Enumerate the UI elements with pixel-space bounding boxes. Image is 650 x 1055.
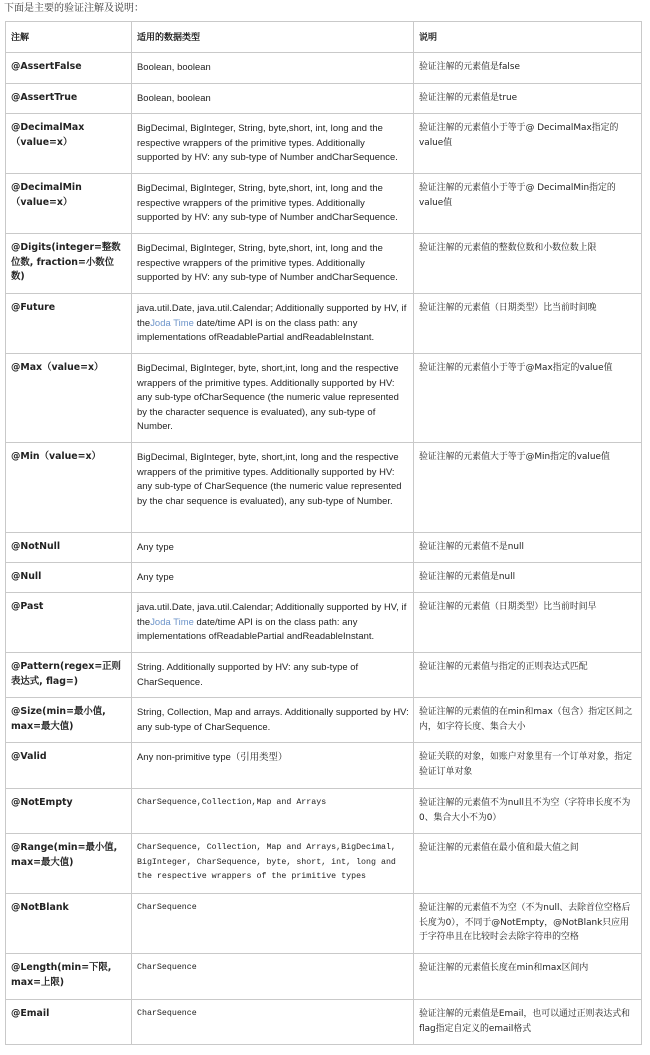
annotation-name: @Size(min=最小值, max=最大值): [6, 698, 132, 743]
annotation-name: @AssertTrue: [6, 84, 132, 114]
annotation-types: BigDecimal, BigInteger, String, byte,short, int, long and the respective wrappers of the primitive types. Additionally supported by HV: any sub-type of Number andCharSequence.: [132, 174, 414, 234]
table-row: [6, 533, 642, 563]
annotation-types: [132, 593, 414, 653]
annotation-types: String, Collection, Map and arrays. Additionally supported by HV: any sub-type of CharSequence.: [132, 698, 414, 743]
table-row: [6, 1000, 642, 1045]
intro-text: 下面是主要的验证注解及说明：: [4, 3, 144, 14]
annotation-name: @Email: [6, 1000, 132, 1045]
annotation-name: @DecimalMin（value=x）: [6, 174, 132, 234]
validation-annotations-table: [5, 21, 642, 1045]
annotation-name: @AssertFalse: [6, 53, 132, 84]
annotation-types: Boolean, boolean: [132, 84, 414, 114]
annotation-types: CharSequence, Collection, Map and Arrays,BigDecimal, BigInteger, CharSequence, byte, short, int, long and the respective wrappers of the primitive types: [132, 834, 414, 894]
column-header-types: 适用的数据类型: [132, 22, 414, 53]
table-row: [6, 563, 642, 593]
types-text: java.util.Date, java.util.Calendar; Additionally supported by HV, if the: [137, 601, 407, 627]
annotation-types: CharSequence,Collection,Map and Arrays: [132, 789, 414, 834]
annotation-description: 验证注解的元素值是Email，也可以通过正则表达式和flag指定自定义的email格式: [414, 1000, 642, 1045]
types-text: date/time API is on the class path: any implementations ofReadablePartial andReadableInstant.: [137, 316, 375, 343]
annotation-name: @NotEmpty: [6, 789, 132, 834]
table-header-row: [6, 22, 642, 53]
annotation-description: 验证注解的元素值小于等于@Max指定的value值: [414, 354, 642, 443]
annotation-types: BigDecimal, BigInteger, String, byte,short, int, long and the respective wrappers of the primitive types. Additionally supported by HV: any sub-type of Number andCharSequence.: [132, 114, 414, 174]
annotation-description: 验证注解的元素值（日期类型）比当前时间早: [414, 593, 642, 653]
annotation-name: @Range(min=最小值, max=最大值): [6, 834, 132, 894]
annotation-description: 验证注解的元素值与指定的正则表达式匹配: [414, 653, 642, 698]
annotation-name: @NotBlank: [6, 894, 132, 954]
annotation-description: 验证注解的元素值（日期类型）比当前时间晚: [414, 294, 642, 354]
table-row: [6, 834, 642, 894]
annotation-types: Any non-primitive type（引用类型）: [132, 743, 414, 789]
table-row: [6, 354, 642, 443]
annotation-name: @Null: [6, 563, 132, 593]
column-header-annotation: 注解: [6, 22, 132, 53]
table-row: [6, 53, 642, 84]
annotation-types: CharSequence: [132, 894, 414, 954]
table-row: [6, 954, 642, 1000]
annotation-types: CharSequence: [132, 1000, 414, 1045]
annotation-description: 验证注解的元素值在最小值和最大值之间: [414, 834, 642, 894]
annotation-types: String. Additionally supported by HV: any sub-type of CharSequence.: [132, 653, 414, 698]
annotation-description: 验证注解的元素值的整数位数和小数位数上限: [414, 234, 642, 294]
annotation-types: Boolean, boolean: [132, 53, 414, 84]
annotation-description: 验证注解的元素值大于等于@Min指定的value值: [414, 443, 642, 533]
annotation-name: @Length(min=下限, max=上限): [6, 954, 132, 1000]
annotation-description: 验证注解的元素值的在min和max（包含）指定区间之内，如字符长度、集合大小: [414, 698, 642, 743]
table-row: [6, 84, 642, 114]
annotation-description: 验证注解的元素值是true: [414, 84, 642, 114]
joda-time-link[interactable]: Joda Time: [150, 316, 194, 328]
table-row: [6, 443, 642, 533]
annotation-name: @Pattern(regex=正则表达式, flag=): [6, 653, 132, 698]
types-text: date/time API is on the class path: any implementations ofReadablePartial andReadableInstant.: [137, 615, 375, 642]
annotation-types: BigDecimal, BigInteger, byte, short,int, long and the respective wrappers of the primitive types. Additionally supported by HV: any sub-type ofCharSequence (the numeric value represented by the character sequence is evaluated), any sub-type of Number.: [132, 354, 414, 443]
annotation-name: @Max（value=x）: [6, 354, 132, 443]
table-row: [6, 593, 642, 653]
annotation-description: 验证注解的元素值不为null且不为空（字符串长度不为0、集合大小不为0）: [414, 789, 642, 834]
table-row: [6, 174, 642, 234]
table-row: [6, 653, 642, 698]
annotation-name: @NotNull: [6, 533, 132, 563]
column-header-description: 说明: [414, 22, 642, 53]
table-row: [6, 698, 642, 743]
types-text: java.util.Date, java.util.Calendar; Additionally supported by HV, if the: [137, 302, 407, 328]
annotation-description: 验证关联的对象，如账户对象里有一个订单对象，指定验证订单对象: [414, 743, 642, 789]
annotation-types: Any type: [132, 563, 414, 593]
annotation-description: 验证注解的元素值不为空（不为null、去除首位空格后长度为0），不同于@NotEmpty，@NotBlank只应用于字符串且在比较时会去除字符串的空格: [414, 894, 642, 954]
annotation-name: @Digits(integer=整数位数, fraction=小数位数): [6, 234, 132, 294]
annotation-name: @Min（value=x）: [6, 443, 132, 533]
table-row: [6, 789, 642, 834]
annotation-description: 验证注解的元素值小于等于@ DecimalMin指定的value值: [414, 174, 642, 234]
annotation-name: @Past: [6, 593, 132, 653]
table-row: [6, 234, 642, 294]
annotation-types: BigDecimal, BigInteger, byte, short,int, long and the respective wrappers of the primitive types. Additionally supported by HV: any sub-type of CharSequence (the numeric value represented by the char sequence is evaluated), any sub-type of Number.: [132, 443, 414, 533]
table-row: [6, 894, 642, 954]
annotation-types: BigDecimal, BigInteger, String, byte,short, int, long and the respective wrappers of the primitive types. Additionally supported by HV: any sub-type of Number andCharSequence.: [132, 234, 414, 294]
annotation-types: Any type: [132, 533, 414, 563]
annotation-name: @Valid: [6, 743, 132, 789]
table-row: [6, 743, 642, 789]
annotation-name: @Future: [6, 294, 132, 354]
table-row: [6, 114, 642, 174]
table-row: [6, 294, 642, 354]
annotation-types: [132, 294, 414, 354]
annotation-types: CharSequence: [132, 954, 414, 1000]
annotation-description: 验证注解的元素值不是null: [414, 533, 642, 563]
annotation-name: @DecimalMax（value=x）: [6, 114, 132, 174]
joda-time-link[interactable]: Joda Time: [150, 615, 194, 627]
annotation-description: 验证注解的元素值长度在min和max区间内: [414, 954, 642, 1000]
annotation-description: 验证注解的元素值是false: [414, 53, 642, 84]
annotation-description: 验证注解的元素值小于等于@ DecimalMax指定的value值: [414, 114, 642, 174]
annotation-description: 验证注解的元素值是null: [414, 563, 642, 593]
